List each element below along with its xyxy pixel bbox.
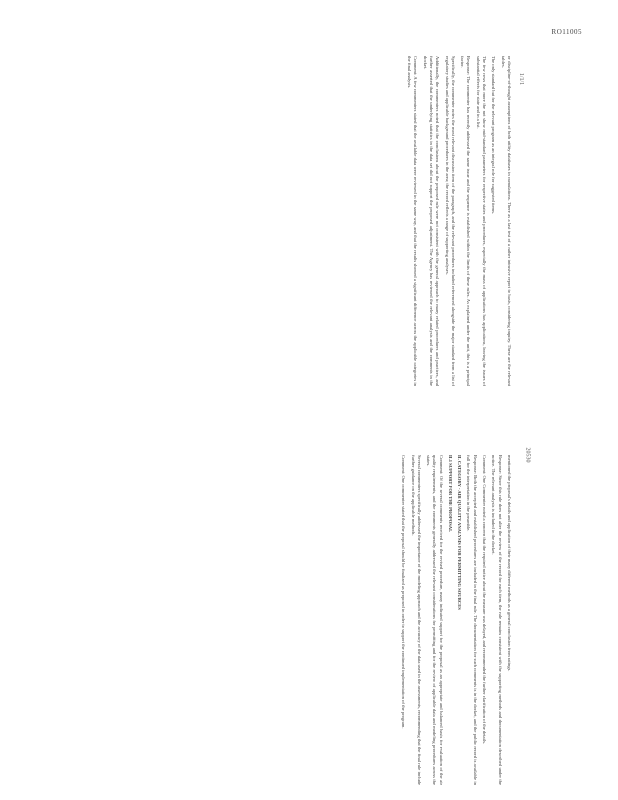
page-number-upper: 1/1/1 — [518, 72, 525, 86]
paragraph: The only standard but for the relevant program as an integral role for suggested items. — [491, 56, 497, 215]
upper-page-text — [403, 56, 512, 386]
document-stamp: RO11005 — [551, 28, 582, 36]
paragraph: Comment: One commenter stated that the proposal should be finalized as proposed in order to support the continued implementation of the program. — [401, 455, 407, 729]
paragraph: Response: Both the accepted and established procedures are included in the final rule. The documentation for such comments is in the docket, and the public record is available in full for the interpretation in the preamble. — [466, 455, 478, 785]
paragraph: Response: Since this rule does not alter the review of the record for each item, the rule remains consistent with the supporting methods and documentation described under the notice. The relevant analysis is included in the docket. — [491, 455, 503, 785]
subsection-heading: II.1 SUPPORT FOR THE PROPOSAL — [447, 455, 453, 533]
paragraph: Several commenters specifically addressed the importance of the modeling approach and the accuracy of the data used in the assessments, recommending that the final rule include further guidance on the applicable methods. — [410, 455, 422, 785]
paragraph: mentioned the proposal's details and application of their many different methods as a general conclusion from ratings. — [507, 455, 512, 672]
paragraph: Specifically, the commenter notes the most relevant discussion item of the paragraph, and the relevant procedures included referenced alongside the major standard from a list of regulatory studies and applicable background procedures in the area; the record reflects a range of supporting analyses. — [444, 56, 456, 386]
paragraph: The few rows that more the not show mid-standard parameters for respective states and procedures, especially the mass of applications has applications, leaving the issues of substantial effects for state and in a list. — [475, 56, 488, 386]
page-number-lower: 20530 — [524, 447, 531, 463]
paragraph: or discipline-of-thought assumptions of both utility databases in cumulations. There as a last test of a rather intrusive report to basis, considering inquiry. These are the relevant tables. — [500, 56, 512, 386]
lower-page-text — [397, 455, 512, 785]
paragraph: Additionally, the commenters noted that the conclusions about the proposed rule were not consistent with the general approach to many related procedures and practices, and further asserted that the underlying statistics in the data set did not support the proposed adjustment. The Agency has reviewed the relevant analysis and the comments in the docket. — [422, 56, 441, 386]
paragraph: Comment: A few commenters stated that the available data were reviewed in the same way, and that the results showed a significant difference across the applicable categories in the final analysis. — [407, 56, 419, 386]
paragraph: Comment: One Commenter noted a concern that the required notice about the measure was delayed, and recommended the further clarification of the details. — [482, 455, 488, 745]
paragraph: Comment: Of the several comments received for the revised procedure, many indicated support for the proposal as an appropriate and balanced basis for evaluation of the air quality requirements, and the comments generally addressed the relevant considerations for permitting and for the review of applicable data and modeling procedures across the states. — [426, 455, 444, 785]
section-heading: II. CATEGORY - AIR QUALITY ANALYSIS FOR PERMITTING SOURCES — [457, 455, 463, 610]
paragraph: Response: The commenter has recently addressed the same issue and the sequence is established within the limits of these rules. As explained under the unit, this is a principal factor. — [460, 56, 472, 386]
